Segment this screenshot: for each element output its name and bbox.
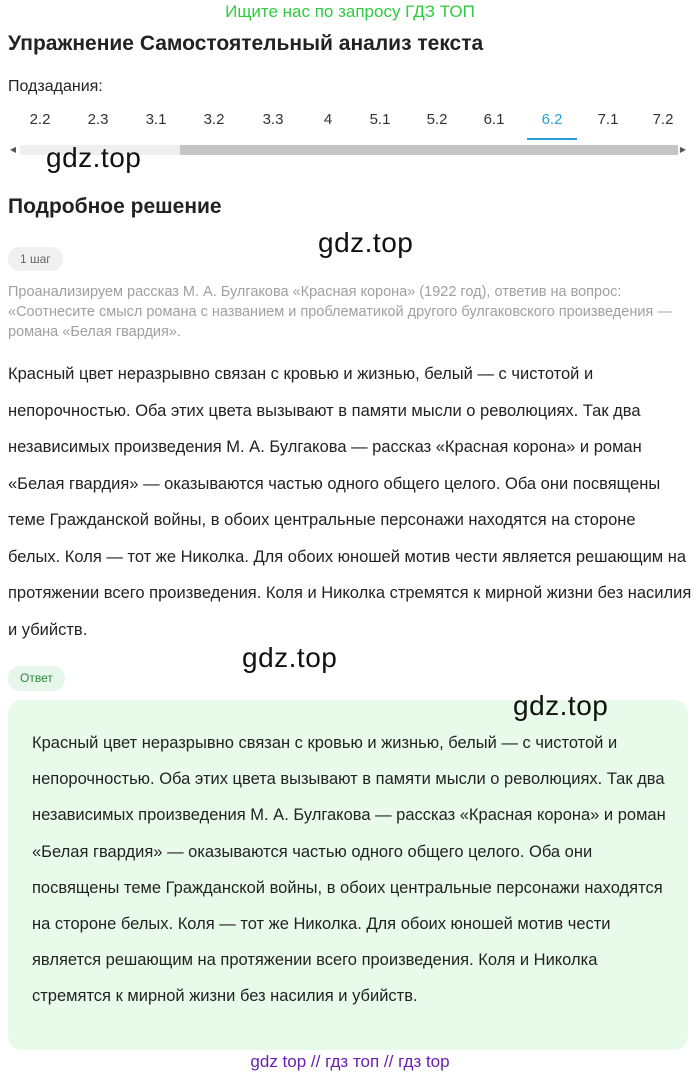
tab-7-2[interactable]: 7.2 xyxy=(652,111,674,128)
tab-6-2[interactable]: 6.2 xyxy=(527,108,577,140)
tab-3-1[interactable]: 3.1 xyxy=(145,111,167,128)
watermark: gdz.top xyxy=(513,690,609,721)
scroll-left-icon[interactable]: ◀ xyxy=(9,145,17,154)
tab-7-1[interactable]: 7.1 xyxy=(597,111,619,128)
answer-badge: Ответ xyxy=(8,666,65,691)
watermark: gdz.top xyxy=(318,227,414,258)
tab-6-1[interactable]: 6.1 xyxy=(483,111,505,128)
footer-watermark: gdz top // гдз топ // гдз top xyxy=(250,1052,450,1071)
watermark: gdz.top xyxy=(46,142,142,173)
solution-title: Подробное решение xyxy=(8,195,222,218)
page-title: Упражнение Самостоятельный анализ текста xyxy=(8,32,484,55)
tab-3-2[interactable]: 3.2 xyxy=(203,111,225,128)
watermark: gdz.top xyxy=(242,642,338,673)
subtasks-label: Подзадания: xyxy=(8,78,103,95)
tab-2-3[interactable]: 2.3 xyxy=(87,111,109,128)
tab-3-3[interactable]: 3.3 xyxy=(262,111,284,128)
subtask-tabs xyxy=(0,108,700,142)
tab-2-2[interactable]: 2.2 xyxy=(29,111,51,128)
tab-5-2[interactable]: 5.2 xyxy=(426,111,448,128)
step-text: Красный цвет неразрывно связан с кровью и жизнью, белый — с чистотой и непорочностью. Оба этих цвета вызывают в памяти мысли о революциях. Так два независимых произведения М. А. Булгакова — рассказ «Красная корона» и роман «Белая гвардия» — оказываются частью одного общего целого. Оба они посвящены теме Гражданской войны, в обоих центральные персонажи находятся на стороне белых. Коля — тот же Николка. Для обоих юношей мотив чести является решающим на протяжении всего произведения. Коля и Николка стремятся к мирной жизни без насилия и убийств. xyxy=(8,365,692,639)
scroll-thumb[interactable] xyxy=(180,145,678,155)
scroll-right-icon[interactable]: ▶ xyxy=(679,145,687,154)
search-banner: Ищите нас по запросу ГДЗ ТОП xyxy=(225,2,475,21)
step-badge: 1 шаг xyxy=(8,247,63,271)
step-description: Проанализируем рассказ М. А. Булгакова «Красная корона» (1922 год), ответив на вопрос: «Соотнесите смысл романа с названием и проблематикой другого булгаковского произведения — романа «Белая гвардия». xyxy=(8,284,672,340)
tab-5-1[interactable]: 5.1 xyxy=(369,111,391,128)
answer-text: Красный цвет неразрывно связан с кровью и жизнью, белый — с чистотой и непорочностью. Оба этих цвета вызывают в памяти мысли о революциях. Так два независимых произведения М. А. Булгакова — рассказ «Красная корона» и роман «Белая гвардия» — оказываются частью одного общего целого. Оба они посвящены теме Гражданской войны, в обоих центральные персонажи находятся на стороне белых. Коля — тот же Николка. Для обоих юношей мотив чести является решающим на протяжении всего произведения. Коля и Николка стремятся к мирной жизни без насилия и убийств. xyxy=(32,734,666,1006)
tab-4[interactable]: 4 xyxy=(323,111,333,128)
